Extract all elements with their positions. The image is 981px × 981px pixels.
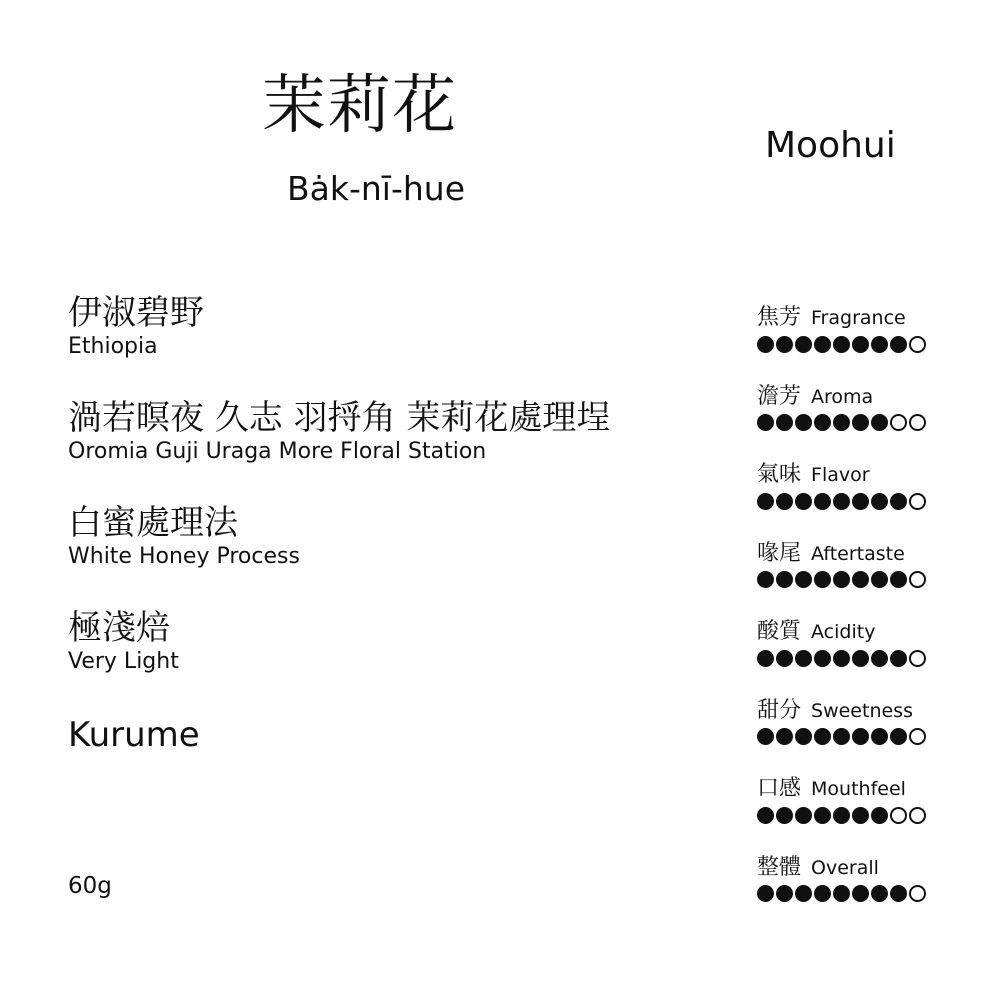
filled-dot-icon	[776, 885, 793, 902]
empty-dot-icon	[909, 571, 926, 588]
process-method-zh: 白蜜處理法	[68, 503, 238, 543]
filled-dot-icon	[795, 493, 812, 510]
filled-dot-icon	[871, 414, 888, 431]
score-label-en: Acidity	[811, 621, 876, 643]
filled-dot-icon	[814, 650, 831, 667]
filled-dot-icon	[795, 336, 812, 353]
filled-dot-icon	[833, 728, 850, 745]
filled-dot-icon	[890, 493, 907, 510]
filled-dot-icon	[833, 414, 850, 431]
filled-dot-icon	[890, 571, 907, 588]
filled-dot-icon	[852, 885, 869, 902]
rating-dots	[757, 884, 957, 904]
filled-dot-icon	[871, 650, 888, 667]
filled-dot-icon	[814, 414, 831, 431]
filled-dot-icon	[814, 336, 831, 353]
filled-dot-icon	[833, 571, 850, 588]
score-overall	[757, 850, 957, 929]
filled-dot-icon	[871, 885, 888, 902]
filled-dot-icon	[776, 493, 793, 510]
filled-dot-icon	[852, 414, 869, 431]
filled-dot-icon	[757, 336, 774, 353]
filled-dot-icon	[833, 885, 850, 902]
filled-dot-icon	[776, 571, 793, 588]
filled-dot-icon	[814, 728, 831, 745]
score-sweetness	[757, 693, 957, 772]
net-weight: 60g	[68, 873, 112, 899]
filled-dot-icon	[795, 728, 812, 745]
filled-dot-icon	[814, 807, 831, 824]
origin-region	[68, 398, 610, 466]
empty-dot-icon	[909, 336, 926, 353]
score-label-en: Mouthfeel	[811, 778, 906, 800]
score-label-en: Sweetness	[811, 699, 913, 722]
score-fragrance	[757, 300, 957, 379]
filled-dot-icon	[871, 336, 888, 353]
filled-dot-icon	[814, 493, 831, 510]
filled-dot-icon	[776, 414, 793, 431]
origin-country	[68, 293, 204, 361]
score-label-zh: 整體	[757, 854, 802, 880]
filled-dot-icon	[776, 650, 793, 667]
score-mouthfeel	[757, 771, 957, 850]
origin-region-en: Oromia Guji Uraga More Floral Station	[68, 439, 487, 464]
empty-dot-icon	[909, 414, 926, 431]
filled-dot-icon	[890, 650, 907, 667]
farmer-name: Kurume	[68, 715, 200, 755]
score-aftertaste	[757, 536, 957, 615]
empty-dot-icon	[909, 493, 926, 510]
filled-dot-icon	[757, 414, 774, 431]
filled-dot-icon	[795, 650, 812, 667]
filled-dot-icon	[776, 807, 793, 824]
empty-dot-icon	[909, 807, 926, 824]
filled-dot-icon	[795, 571, 812, 588]
origin-country-zh: 伊淑碧野	[68, 293, 204, 333]
roast-level-en: Very Light	[68, 649, 179, 674]
score-label-zh: 口感	[757, 776, 802, 801]
filled-dot-icon	[833, 650, 850, 667]
score-flavor	[757, 457, 957, 536]
rating-dots	[757, 570, 957, 590]
filled-dot-icon	[852, 571, 869, 588]
filled-dot-icon	[795, 414, 812, 431]
empty-dot-icon	[909, 650, 926, 667]
score-label-en: Aftertaste	[811, 542, 905, 565]
empty-dot-icon	[909, 885, 926, 902]
filled-dot-icon	[852, 336, 869, 353]
filled-dot-icon	[852, 807, 869, 824]
empty-dot-icon	[909, 728, 926, 745]
process-method-en: White Honey Process	[68, 544, 300, 569]
score-label-en: Aroma	[811, 385, 874, 408]
filled-dot-icon	[833, 493, 850, 510]
empty-dot-icon	[890, 807, 907, 824]
rating-dots	[757, 334, 957, 354]
cupping-scores	[757, 300, 957, 928]
score-label-en: Overall	[811, 856, 879, 879]
filled-dot-icon	[890, 885, 907, 902]
filled-dot-icon	[757, 807, 774, 824]
filled-dot-icon	[795, 807, 812, 824]
rating-dots	[757, 648, 957, 668]
roast-level	[68, 608, 179, 676]
process-method	[68, 503, 300, 571]
filled-dot-icon	[776, 336, 793, 353]
score-label-zh: 甜分	[757, 697, 802, 723]
score-label-zh: 澹芳	[757, 383, 802, 409]
origin-country-en: Ethiopia	[68, 334, 158, 359]
score-label-zh: 氣味	[757, 462, 802, 487]
rating-dots	[757, 413, 957, 433]
filled-dot-icon	[757, 493, 774, 510]
filled-dot-icon	[757, 885, 774, 902]
score-label-zh: 焦芳	[757, 305, 802, 330]
rating-dots	[757, 727, 957, 747]
score-label-en: Flavor	[811, 464, 870, 486]
empty-dot-icon	[890, 414, 907, 431]
filled-dot-icon	[833, 336, 850, 353]
score-label-zh: 酸質	[757, 619, 802, 644]
origin-region-zh: 渦若暝夜 久志 羽捋角 茉莉花處理埕	[68, 398, 611, 438]
title-romanization: Bȧk-nī-hue	[287, 169, 466, 208]
filled-dot-icon	[776, 728, 793, 745]
filled-dot-icon	[871, 493, 888, 510]
filled-dot-icon	[757, 571, 774, 588]
filled-dot-icon	[890, 728, 907, 745]
roast-level-zh: 極淺焙	[68, 608, 170, 648]
filled-dot-icon	[757, 650, 774, 667]
brand-name: Moohui	[765, 125, 896, 166]
filled-dot-icon	[871, 807, 888, 824]
rating-dots	[757, 805, 957, 825]
filled-dot-icon	[890, 336, 907, 353]
filled-dot-icon	[814, 885, 831, 902]
filled-dot-icon	[795, 885, 812, 902]
filled-dot-icon	[871, 728, 888, 745]
filled-dot-icon	[852, 650, 869, 667]
score-label-zh: 喙尾	[757, 540, 802, 566]
rating-dots	[757, 491, 957, 511]
score-aroma	[757, 379, 957, 458]
filled-dot-icon	[814, 571, 831, 588]
title-chinese: 茉莉花	[262, 69, 457, 143]
filled-dot-icon	[871, 571, 888, 588]
filled-dot-icon	[833, 807, 850, 824]
score-label-en: Fragrance	[811, 307, 906, 329]
score-acidity	[757, 614, 957, 693]
filled-dot-icon	[757, 728, 774, 745]
filled-dot-icon	[852, 493, 869, 510]
filled-dot-icon	[852, 728, 869, 745]
